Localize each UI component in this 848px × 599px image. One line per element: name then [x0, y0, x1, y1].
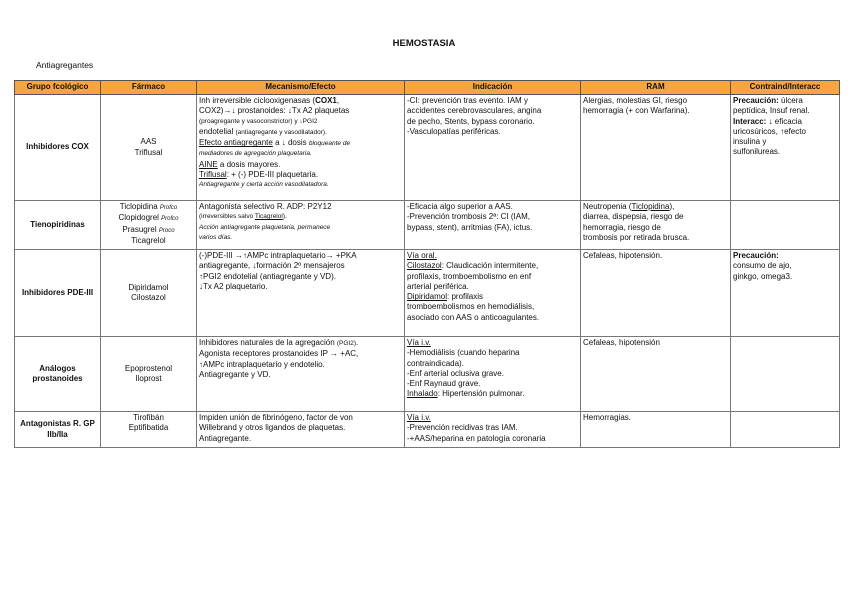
table-row: [15, 412, 840, 448]
mechanism-line: antiagregante, ↓formación 2º mensajeros: [199, 261, 345, 271]
section-subtitle: Antiagregantes: [36, 60, 94, 70]
mechanism-cell: [197, 337, 405, 412]
ram-line: hemorragia, riesgo de: [583, 222, 661, 232]
ram-cell: [581, 95, 731, 201]
ram-line: diarrea, dispepsia, riesgo de: [583, 212, 684, 222]
mechanism-line: Antiagregante y VD.: [199, 369, 271, 379]
drug-cell: [101, 412, 197, 448]
indication-line: -Prevención trombosis 2ª: CI (IAM,: [407, 212, 530, 222]
drug-name: Cilostazol: [131, 293, 166, 302]
header-group: Grupo fcológico: [15, 81, 101, 95]
header-ram: RAM: [581, 81, 731, 95]
indication-line: Vía i.v.: [407, 413, 431, 422]
contraind-cell: [731, 337, 840, 412]
table-row: [15, 250, 840, 337]
contraind-line: ginkgo, omega3.: [733, 271, 793, 281]
contraind-cell: [731, 250, 840, 337]
mechanism-line: Antiagregante y cierta acción vasodilatadora.: [199, 181, 329, 189]
indication-cell: [405, 95, 581, 201]
group-cell: Análogos prostanoides: [15, 337, 101, 412]
indication-line: Vía i.v.: [407, 338, 431, 347]
indication-line: asociado con AAS o anticoagulantes.: [407, 312, 540, 322]
mechanism-line: Inh irreversible ciclooxigenasas (COX1,: [199, 96, 340, 105]
mechanism-line: Triflusal: + (-) PDE-III plaquetaria.: [199, 170, 319, 180]
drug-name: Ticagrelol: [131, 235, 166, 245]
drug-cell: [101, 337, 197, 412]
table-header-row: [15, 81, 840, 95]
contraind-line: Precaución: úlcera: [733, 96, 803, 105]
mechanism-line: ↑PGI2 endotelial (antiagregante y VD).: [199, 271, 336, 281]
contraind-line: peptídica, Insuf renal.: [733, 106, 810, 116]
ram-cell: [581, 412, 731, 448]
mechanism-line: varios días.: [199, 233, 233, 241]
mechanism-line: (-)PDE-III →↑AMPc intraplaquetario→ +PKA: [199, 251, 357, 260]
table-row: [15, 337, 840, 412]
indication-cell: [405, 250, 581, 337]
drug-name: Iloprost: [135, 374, 162, 383]
ram-line: hemorragia (+ con Warfarina).: [583, 106, 690, 116]
indication-line: -Vasculopatías periféricas.: [407, 126, 501, 136]
mechanism-line: Antagonista selectivo R. ADP: P2Y12: [199, 202, 332, 211]
ram-cell: [581, 201, 731, 250]
mechanism-cell: [197, 95, 405, 201]
mechanism-line: ↓Tx A2 plaquetario.: [199, 281, 268, 291]
indication-line: -+AAS/heparina en patología coronaria: [407, 433, 546, 443]
ram-cell: [581, 337, 731, 412]
indication-line: arterial periférica.: [407, 281, 469, 291]
group-cell: Antagonistas R. GP IIb/IIa: [15, 412, 101, 448]
indication-line: contraindicada).: [407, 358, 464, 368]
contraind-cell: [731, 201, 840, 250]
ram-line: trombosis por retirada brusca.: [583, 232, 690, 242]
table-row: [15, 201, 840, 250]
drug-table: [14, 80, 840, 448]
drug-name: Epoprostenol: [124, 363, 173, 373]
drug-cell: [101, 250, 197, 337]
drug-name: Tirofibán: [133, 413, 164, 422]
drug-cell: [101, 95, 197, 201]
mechanism-cell: [197, 250, 405, 337]
contraind-cell: [731, 95, 840, 201]
indication-line: bypass, stent), arritmias (FA), ictus.: [407, 222, 533, 232]
mechanism-line: ↑AMPc intraplaquetario y endotelio.: [199, 359, 325, 369]
indication-line: -CI: prevención tras evento. IAM y: [407, 96, 528, 105]
header-mechanism: Mecanismo/Efecto: [197, 81, 405, 95]
contraind-line: uricosúricos, ↑efecto: [733, 126, 806, 136]
mechanism-line: Willebrand y otros ligandos de plaquetas.: [199, 423, 346, 433]
contraind-line: sulfonilureas.: [733, 147, 781, 157]
mechanism-line: Agonista receptores prostanoides IP → +AC,: [199, 349, 359, 359]
indication-line: -Prevención recidivas tras IAM.: [407, 423, 518, 433]
group-cell: Inhibidores COX: [15, 95, 101, 201]
indication-line: -Hemodiálisis (cuando heparina: [407, 348, 520, 358]
drug-name: Ticlopidina Profco: [119, 202, 178, 211]
mechanism-cell: [197, 412, 405, 448]
ram-line: Neutropenia (Ticlopidina),: [583, 202, 675, 211]
indication-line: de pecho, Stents, bypass coronario.: [407, 116, 535, 126]
contraind-cell: [731, 412, 840, 448]
indication-line: -Enf arterial oclusiva grave.: [407, 368, 504, 378]
contraind-line: Interacc: ↓ eficacia: [733, 116, 802, 126]
indication-line: Cilostazol: Claudicación intermitente,: [407, 261, 539, 271]
header-drug: Fármaco: [101, 81, 197, 95]
drug-name: AAS: [140, 137, 157, 147]
drug-name: Dipiridamol: [128, 282, 169, 292]
drug-name: Prasugrel Proco: [122, 224, 175, 234]
mechanism-line: (irreversibles salvo Ticagrelol).: [199, 213, 287, 221]
indication-cell: [405, 201, 581, 250]
contraind-line: insulina y: [733, 137, 767, 147]
mechanism-line: AINE a dosis mayores.: [199, 159, 281, 169]
mechanism-line: COX2)→↓ prostanoides: ↓Tx A2 plaquetas: [199, 106, 350, 116]
ram-line: Cefaleas, hipotensión.: [583, 251, 663, 260]
indication-line: Vía oral.: [407, 251, 437, 260]
drug-name: Eptifibatida: [128, 423, 169, 433]
header-contraind: Contraind/Interacc: [731, 81, 840, 95]
drug-name: Clopidogrel Profco: [118, 213, 179, 223]
page-title: HEMOSTASIA: [392, 38, 456, 49]
indication-line: accidentes cerebrovasculares, angina: [407, 106, 542, 116]
indication-line: Inhalado: Hipertensión pulmonar.: [407, 389, 525, 399]
mechanism-cell: [197, 201, 405, 250]
indication-line: Dipiridamol: profilaxis: [407, 292, 484, 302]
ram-line: Cefaleas, hipotensión: [583, 338, 660, 347]
table-row: [15, 95, 840, 201]
contraind-line: consumo de ajo,: [733, 261, 792, 271]
indication-cell: [405, 412, 581, 448]
drug-cell: [101, 201, 197, 250]
group-cell: Tienopiridinas: [15, 201, 101, 250]
mechanism-line: Acción antiagregante plaquetaria, permanece: [199, 223, 331, 231]
mechanism-line: mediadores de agregación plaquetaria.: [199, 150, 312, 158]
group-cell: Inhibidores PDE-III: [15, 250, 101, 337]
indication-line: profilaxis, tromboembolismo en enf: [407, 271, 532, 281]
ram-cell: [581, 250, 731, 337]
mechanism-line: Impiden unión de fibrinógeno, factor de von: [199, 413, 353, 422]
drug-name: Triflusal: [134, 147, 163, 157]
mechanism-line: Antiagregante.: [199, 433, 252, 443]
indication-line: -Enf Raynaud grave.: [407, 379, 481, 389]
contraind-line: Precaución:: [733, 251, 779, 260]
mechanism-line: (proagregante y vasoconstrictor) y ↓PGI2: [199, 117, 318, 125]
ram-line: Hemorragias.: [583, 413, 632, 422]
indication-cell: [405, 337, 581, 412]
indication-line: tromboembolismos en hemodiálisis,: [407, 302, 535, 312]
header-indication: Indicación: [405, 81, 581, 95]
indication-line: -Eficacia algo superior a AAS.: [407, 202, 513, 211]
ram-line: Alergias, molestias GI, riesgo: [583, 96, 688, 105]
mechanism-line: endotelial (antiagregante y vasodilatador).: [199, 126, 327, 136]
mechanism-line: Inhibidores naturales de la agregación (PGI2).: [199, 338, 359, 347]
mechanism-line: Efecto antiagregante a ↓ dosis bloqueante de: [199, 138, 351, 148]
